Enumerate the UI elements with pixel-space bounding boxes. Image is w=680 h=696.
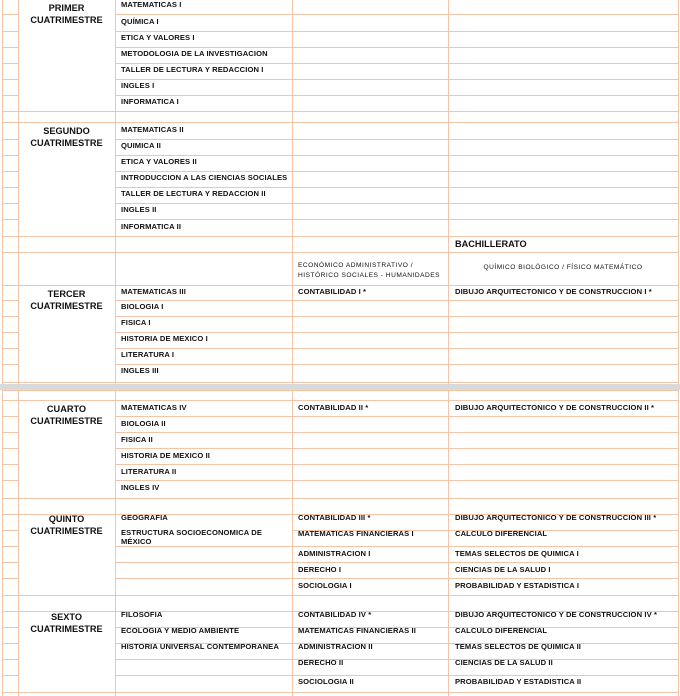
subject: HISTORIA DE MEXICO I xyxy=(121,334,208,343)
track-b-subject: DIBUJO ARQUITECTONICO Y DE CONSTRUCCION II * xyxy=(455,403,655,412)
subject: GEOGRAFIA xyxy=(121,513,168,522)
subject: LITERATURA I xyxy=(121,350,175,359)
track-b-subject: PROBABILIDAD Y ESTADISTICA I xyxy=(455,581,580,590)
subject: FISICA II xyxy=(121,435,153,444)
subject: MATEMATICAS II xyxy=(121,125,184,134)
track-a-subject: CONTABILIDAD II * xyxy=(298,403,369,412)
subject: INGLES II xyxy=(121,205,157,214)
track-a-subject: CONTABILIDAD I * xyxy=(298,287,367,296)
subject: MATEMATICAS I xyxy=(121,0,182,9)
track-b-subject: CALCULO DIFERENCIAL xyxy=(455,529,548,538)
subject: ESTRUCTURA SOCIOECONOMICA DE MÉXICO xyxy=(121,528,263,546)
subject: INTRODUCCION A LAS CIENCIAS SOCIALES xyxy=(121,173,288,182)
subject: HISTORIA DE MEXICO II xyxy=(121,451,211,460)
subject: FILOSOFIA xyxy=(121,610,163,619)
subject: INFORMATICA I xyxy=(121,97,179,106)
subject: ETICA Y VALORES I xyxy=(121,33,195,42)
track-a-subject: DERECHO II xyxy=(298,658,344,667)
track-b-subject: PROBABILIDAD Y ESTADISTICA II xyxy=(455,677,582,686)
track-b-subject: DIBUJO ARQUITECTONICO Y DE CONSTRUCCION III * xyxy=(455,513,657,522)
subject: LITERATURA II xyxy=(121,467,177,476)
subject: FISICA I xyxy=(121,318,151,327)
subject: HISTORIA UNIVERSAL CONTEMPORANEA xyxy=(121,642,279,651)
semester-label-quinto: QUINTO CUATRIMESTRE xyxy=(30,514,103,536)
semester-label-cuarto: CUARTO CUATRIMESTRE xyxy=(30,404,103,426)
semester-label-sexto: SEXTO CUATRIMESTRE xyxy=(30,612,103,634)
subject: QUIMICA II xyxy=(121,141,161,150)
track-b-subject: TEMAS SELECTOS DE QUIMICA II xyxy=(455,642,581,651)
subject: METODOLOGIA DE LA INVESTIGACION xyxy=(121,49,268,58)
subject: BIOLOGIA II xyxy=(121,419,166,428)
track-a-subject: SOCIOLOGIA I xyxy=(298,581,352,590)
track-b-subject: CIENCIAS DE LA SALUD II xyxy=(455,658,553,667)
subject: TALLER DE LECTURA Y REDACCION II xyxy=(121,189,266,198)
semester-label-tercer: TERCER CUATRIMESTRE xyxy=(30,289,103,311)
subject: INFORMATICA II xyxy=(121,222,182,231)
track-a-subject: ADMINISTRACION II xyxy=(298,642,373,651)
subject: INGLES IV xyxy=(121,483,160,492)
subject: INGLES I xyxy=(121,81,155,90)
subject: BIOLOGIA I xyxy=(121,302,164,311)
track-a-subject: SOCIOLOGIA II xyxy=(298,677,354,686)
subject: ETICA Y VALORES II xyxy=(121,157,197,166)
curriculum-table-page-2 xyxy=(0,390,680,696)
track-a-subject: MATEMATICAS FINANCIERAS I xyxy=(298,529,414,538)
subject: TALLER DE LECTURA Y REDACCION I xyxy=(121,65,264,74)
track-a-subject: ADMINISTRACION I xyxy=(298,549,371,558)
subject: QUÍMICA I xyxy=(121,17,159,26)
track-header-b: QUÍMICO BIOLÓGICO / FÍSICO MATEMÁTICO xyxy=(483,264,643,271)
track-header-a: ECONÓMICO ADMINISTRATIVO / HISTÓRICO SOCIALES - HUMANIDADES xyxy=(298,262,441,279)
track-a-subject: CONTABILIDAD III * xyxy=(298,513,371,522)
track-a-subject: DERECHO I xyxy=(298,565,342,574)
track-b-subject: DIBUJO ARQUITECTONICO Y DE CONSTRUCCION I * xyxy=(455,287,652,296)
track-b-subject: CIENCIAS DE LA SALUD I xyxy=(455,565,551,574)
bachillerato-heading: BACHILLERATO xyxy=(455,239,527,249)
subject: INGLES III xyxy=(121,366,159,375)
track-a-subject: MATEMATICAS FINANCIERAS II xyxy=(298,626,416,635)
subject: MATEMATICAS III xyxy=(121,287,186,296)
track-b-subject: DIBUJO ARQUITECTONICO Y DE CONSTRUCCION IV * xyxy=(455,610,657,619)
semester-label-segundo: SEGUNDO CUATRIMESTRE xyxy=(30,126,103,148)
semester-label-primer: PRIMER CUATRIMESTRE xyxy=(30,3,103,25)
track-b-subject: TEMAS SELECTOS DE QUIMICA I xyxy=(455,549,579,558)
subject: MATEMATICAS IV xyxy=(121,403,187,412)
track-a-subject: CONTABILIDAD IV * xyxy=(298,610,372,619)
track-b-subject: CALCULO DIFERENCIAL xyxy=(455,626,548,635)
subject: ECOLOGIA Y MEDIO AMBIENTE xyxy=(121,626,240,635)
